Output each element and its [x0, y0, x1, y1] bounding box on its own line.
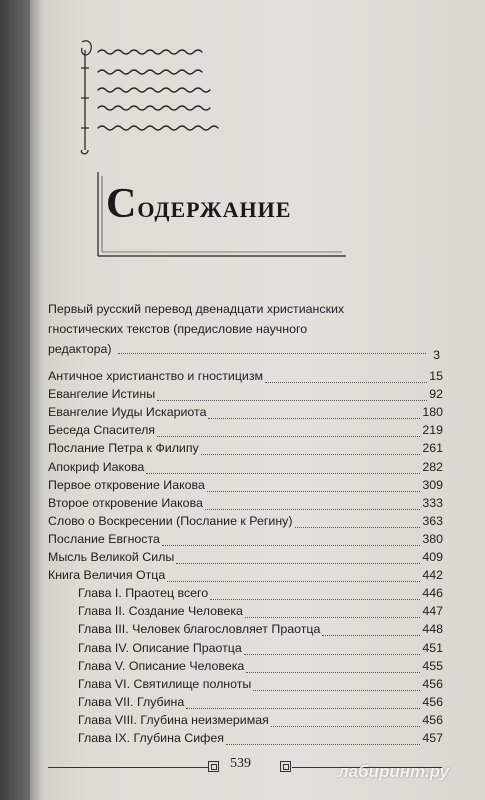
toc-leader-dots: [157, 400, 427, 401]
toc-entry-page: 261: [422, 441, 443, 456]
toc-entry-title: Беседа Спасителя: [48, 423, 156, 438]
toc-entry: [48, 677, 443, 694]
toc-entry: [48, 423, 443, 440]
toc-entry: [48, 641, 443, 658]
manuscript-illustration: [76, 38, 256, 158]
toc-leader-dots: [322, 635, 420, 636]
toc-entry-title: Глава I. Праотец всего: [78, 586, 209, 601]
toc-entry: [48, 387, 443, 404]
toc-leader-dots: [253, 690, 420, 691]
toc-entry-page: 282: [422, 459, 443, 474]
toc-entry-page: 456: [422, 694, 443, 709]
toc-entry: [48, 586, 443, 603]
toc-entry-title: Второе откровение Иакова: [48, 495, 203, 510]
toc-entry-title: Глава IV. Описание Праотца: [78, 640, 242, 655]
toc-leader-dots: [208, 418, 420, 419]
toc-entry-page: 447: [422, 604, 443, 619]
toc-entry: [48, 514, 443, 531]
footer-rule-left: [48, 767, 208, 768]
toc-leader-dots: [162, 545, 420, 546]
toc-entry: [48, 369, 443, 386]
toc-entry: [48, 622, 443, 639]
toc-entry-title: Глава V. Описание Человека: [78, 658, 245, 673]
toc-leader-dots: [265, 382, 427, 383]
toc-entry: [48, 405, 443, 422]
toc-entry-title: Глава II. Создание Человека: [78, 604, 243, 619]
toc-entry: [48, 478, 443, 495]
toc-entry-title: Глава IX. Глубина Сифея: [78, 731, 224, 745]
toc-entry-page: 380: [422, 531, 443, 546]
preface-page: 3: [433, 348, 440, 362]
page-title: [106, 180, 291, 228]
footer-ornament-left: [208, 761, 219, 772]
toc-entry-title: Слово о Воскресении (Послание к Регину): [48, 513, 293, 528]
toc-entry-page: 309: [422, 477, 443, 492]
toc-entry: [48, 659, 443, 676]
facing-page-edge: [0, 0, 30, 800]
toc-leader-dots: [245, 617, 420, 618]
title-rest: одержание: [137, 189, 292, 224]
toc-entry: [48, 532, 443, 549]
toc-leader-dots: [271, 726, 420, 727]
toc-leader-dots: [210, 599, 420, 600]
toc-entry: [48, 460, 443, 477]
toc-leader-dots: [246, 672, 420, 673]
toc-entry: [48, 731, 443, 748]
toc-entry-title: Апокриф Иакова: [48, 459, 145, 474]
toc-entry-title: Первое откровение Иакова: [48, 477, 205, 492]
preface-line-3: редактора): [48, 342, 112, 356]
toc-leader-dots: [176, 563, 420, 564]
toc-entry-page: 409: [422, 550, 443, 564]
preface-line-2: гностических текстов (предисловие научного: [48, 322, 308, 336]
toc-entry-page: 180: [422, 405, 443, 420]
toc-entry: [48, 713, 443, 730]
toc-entry: [48, 604, 443, 621]
toc-entry-page: 456: [422, 676, 443, 691]
toc-entry-page: 442: [422, 568, 443, 583]
toc-entry: [48, 550, 443, 567]
toc-entry-title: Глава VI. Святилище полноты: [78, 676, 252, 691]
toc-leader-dots: [226, 744, 420, 745]
toc-entry-page: 455: [422, 658, 443, 673]
toc-entry-title: Евангелие Истины: [48, 387, 156, 402]
toc-entry: [48, 695, 443, 712]
toc-leader-dots: [295, 527, 420, 528]
toc-leader-dots: [157, 436, 420, 437]
toc-entry-title: Послание Евгноста: [48, 531, 160, 546]
toc-entry-page: 219: [422, 423, 443, 438]
toc-entry-title: Книга Величия Отца: [48, 568, 166, 583]
toc-entry: [48, 568, 443, 585]
preface-entry: [48, 299, 440, 362]
toc-entry-page: 92: [429, 387, 443, 402]
toc-entry-title: Античное христианство и гностицизм: [48, 369, 264, 383]
toc-entry-title: Глава VIII. Глубина неизмеримая: [78, 712, 269, 727]
preface-dots: [118, 353, 426, 354]
toc-entry: [48, 441, 443, 458]
preface-line-1: Первый русский перевод двенадцати христианских: [48, 302, 345, 316]
toc-entry-page: 448: [422, 622, 443, 637]
toc-entry-title: Евангелие Иуды Искариота: [48, 405, 207, 420]
toc-entry-title: Глава VII. Глубина: [78, 694, 185, 709]
toc-entry-page: 446: [422, 586, 443, 601]
toc-entry-page: 15: [429, 369, 443, 383]
book-page: [30, 0, 485, 800]
page-number: 539: [230, 756, 251, 771]
toc-entry-page: 451: [422, 640, 443, 655]
gutter-shadow: [30, 0, 44, 800]
toc-leader-dots: [201, 454, 420, 455]
toc-leader-dots: [244, 654, 420, 655]
toc-entry-title: Глава III. Человек благословляет Праотца: [78, 622, 321, 637]
toc-entry-title: Послание Петра к Филипу: [48, 441, 199, 456]
toc-leader-dots: [205, 509, 420, 510]
toc-entry: [48, 496, 443, 513]
toc-leader-dots: [207, 491, 420, 492]
toc-entry-page: 456: [422, 712, 443, 727]
watermark-logo: лабиринт.ру: [338, 762, 449, 781]
toc-entry-page: 333: [422, 495, 443, 510]
toc-leader-dots: [167, 581, 420, 582]
toc-leader-dots: [146, 473, 420, 474]
footer-ornament-right: [280, 761, 291, 772]
toc-entry-page: 363: [422, 513, 443, 528]
title-initial: С: [106, 181, 138, 227]
toc-entry-page: 457: [422, 731, 443, 745]
toc-leader-dots: [186, 708, 420, 709]
toc-entry-title: Мысль Великой Силы: [48, 550, 175, 564]
